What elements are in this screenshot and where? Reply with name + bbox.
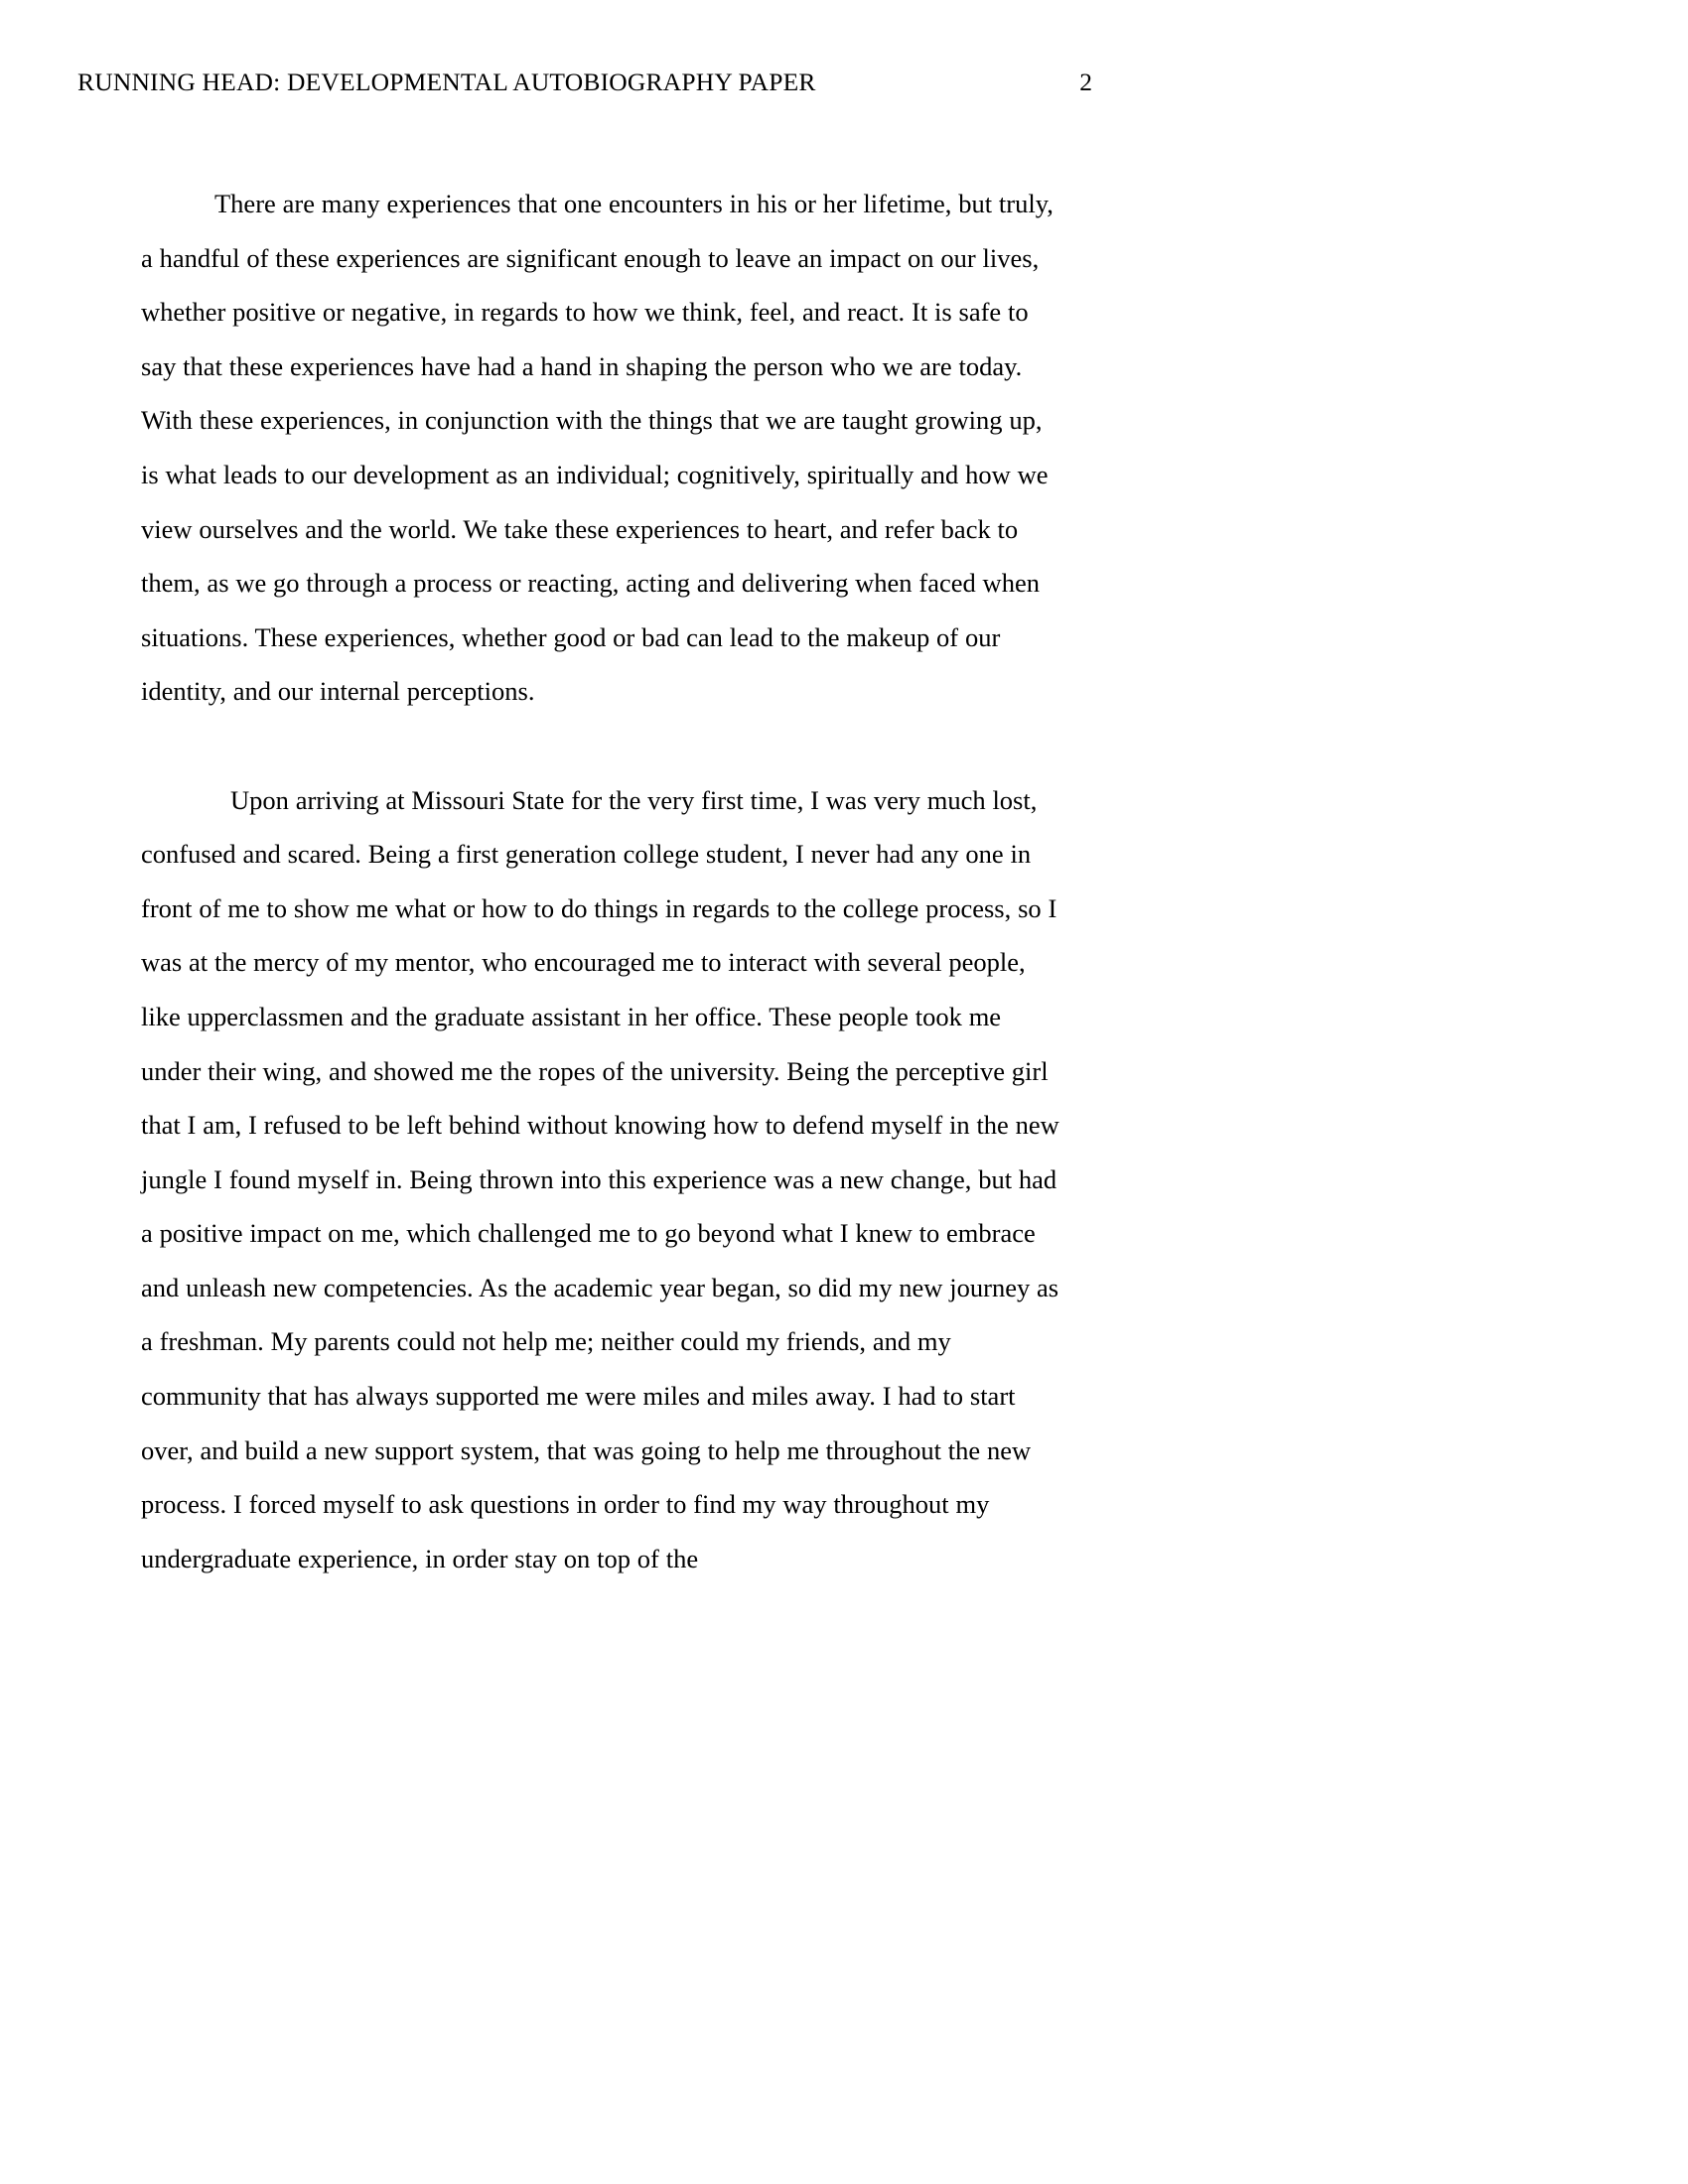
page-number: 2 [1079,68,1092,96]
body-paragraph-1: There are many experiences that one encounters in his or her lifetime, but truly, a handful of these experiences are significant enough to leave an impact on our lives, whether positive or negative, in regards to how we think, feel, and react. It is safe to say that these experiences have had a hand in shaping the person who we are today. With these experiences, in conjunction with the things that we are taught growing up, is what leads to our development as an individual; cognitively, spiritually and how we view ourselves and the world. We take these experiences to heart, and refer back to them, as we go through a process or reacting, acting and delivering when faced when situations. These experiences, whether good or bad can lead to the makeup of our identity, and our internal perceptions. [141,189,1054,707]
running-header [77,69,1611,109]
body-paragraph-2: Upon arriving at Missouri State for the very first time, I was very much lost, confused and scared. Being a first generation college student, I never had any one in front of me to show me what or how to do things in regards to the college process, so I was at the mercy of my mentor, who encouraged me to interact with several people, like upperclassmen and the graduate assistant in her office. These people took me under their wing, and showed me the ropes of the university. Being the perceptive girl that I am, I refused to be left behind without knowing how to defend myself in the new jungle I found myself in. Being thrown into this experience was a new change, but had a positive impact on me, which challenged me to go beyond what I knew to embrace and unleash new competencies. As the academic year began, so did my new journey as a freshman. My parents could not help me; neither could my friends, and my community that has always supported me were miles and miles away. I had to start over, and build a new support system, that was going to help me throughout the new process. I forced myself to ask questions in order to find my way throughout my undergraduate experience, in order stay on top of the [141,784,1059,1573]
running-head-text: RUNNING HEAD: DEVELOPMENTAL AUTOBIOGRAPHY PAPER [77,68,816,96]
document-body [141,177,1062,1585]
